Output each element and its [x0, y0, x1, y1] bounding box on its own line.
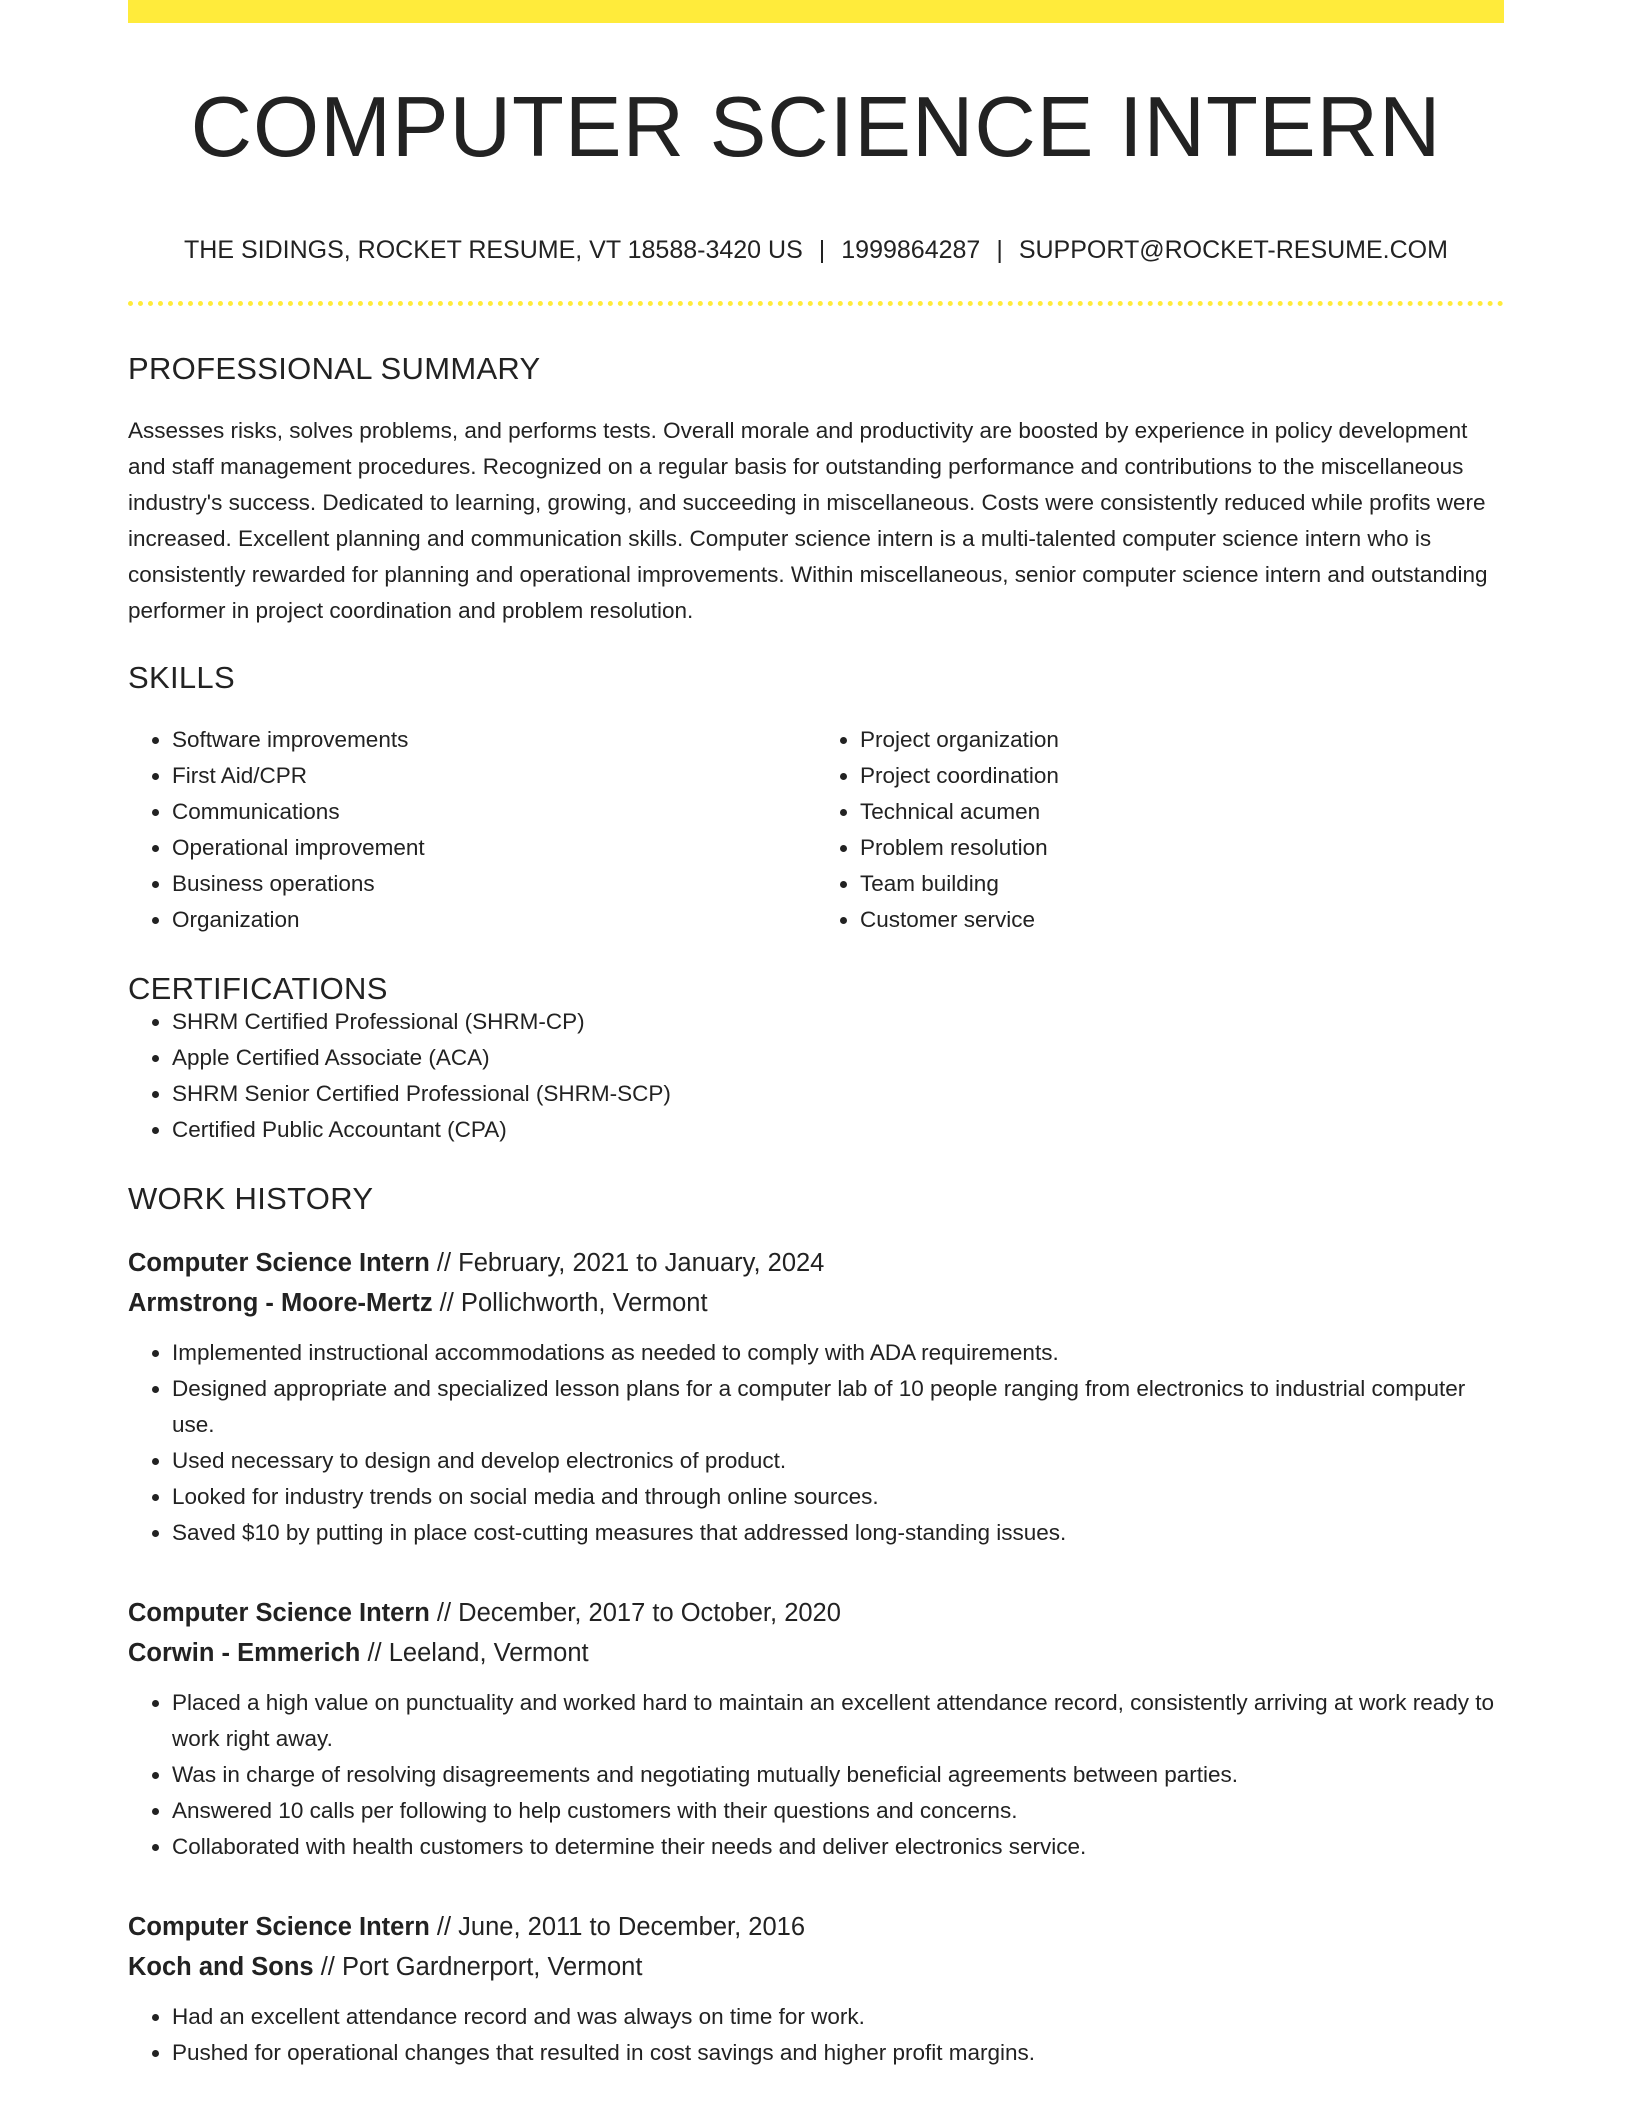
- skill-item: • Organization: [172, 902, 816, 938]
- resume-title: COMPUTER SCIENCE INTERN: [190, 80, 1442, 175]
- summary-text: Assesses risks, solves problems, and performs tests. Overall morale and productivity are boosted by experience in policy development and staff management procedures. Recognized on a regular basis for outstanding performance and contributions to the miscellaneous industry's success. Dedicated to learning, growing, and succeeding in miscellaneous. Costs were consistently reduced while profits were increased. Excellent planning and communication skills. Computer science intern is a multi-talented computer science intern who is consistently rewarded for planning and operational improvements. Within miscellaneous, senior computer science intern and outstanding performer in project coordination and problem resolution.: [128, 418, 1488, 623]
- certifications-heading: CERTIFICATIONS: [128, 971, 388, 1006]
- contact-line: [128, 238, 1504, 263]
- skills-list-left: [128, 722, 816, 938]
- job-company-line: [128, 1947, 1504, 1987]
- job-bullet: • Had an excellent attendance record and was always on time for work.: [172, 1999, 1504, 2035]
- certification-item: • Certified Public Accountant (CPA): [172, 1112, 1504, 1148]
- job-company-line: [128, 1283, 1504, 1323]
- job-bullets: [128, 1335, 1504, 1551]
- job-entry: [128, 1593, 1504, 1865]
- resume-page: [128, 0, 1504, 2112]
- skill-item: • Customer service: [860, 902, 1504, 938]
- skill-item: • Project organization: [860, 722, 1504, 758]
- contact-phone: 1999864287: [841, 236, 981, 264]
- skills-list-right: [816, 722, 1504, 938]
- job-company: Koch and Sons: [128, 1953, 314, 1981]
- job-company: Armstrong - Moore-Mertz: [128, 1289, 433, 1317]
- skill-item: • First Aid/CPR: [172, 758, 816, 794]
- job-bullet: • Looked for industry trends on social media and through online sources.: [172, 1479, 1504, 1515]
- job-bullets: [128, 1685, 1504, 1865]
- certification-item: • Apple Certified Associate (ACA): [172, 1040, 1504, 1076]
- skill-item: • Team building: [860, 866, 1504, 902]
- certification-item: • SHRM Senior Certified Professional (SHRM-SCP): [172, 1076, 1504, 1112]
- job-bullet: • Was in charge of resolving disagreements and negotiating mutually beneficial agreements between parties.: [172, 1757, 1504, 1793]
- job-role: Computer Science Intern: [128, 1599, 430, 1627]
- job-dates: // June, 2011 to December, 2016: [429, 1913, 806, 1941]
- job-role: Computer Science Intern: [128, 1249, 430, 1277]
- dotted-divider: [128, 301, 1504, 306]
- job-bullet: • Implemented instructional accommodations as needed to comply with ADA requirements.: [172, 1335, 1504, 1371]
- job-role: Computer Science Intern: [128, 1913, 430, 1941]
- job-dates: // December, 2017 to October, 2020: [429, 1599, 841, 1627]
- skill-item: • Project coordination: [860, 758, 1504, 794]
- job-company-line: [128, 1633, 1504, 1673]
- job-bullet: • Used necessary to design and develop electronics of product.: [172, 1443, 1504, 1479]
- skill-item: • Software improvements: [172, 722, 816, 758]
- job-location: // Pollichworth, Vermont: [432, 1289, 708, 1317]
- job-bullet: • Pushed for operational changes that resulted in cost savings and higher profit margins.: [172, 2035, 1504, 2071]
- certifications-list: [128, 1004, 1504, 1148]
- job-company: Corwin - Emmerich: [128, 1639, 361, 1667]
- skill-item: • Problem resolution: [860, 830, 1504, 866]
- contact-address: THE SIDINGS, ROCKET RESUME, VT 18588-3420 US: [184, 236, 803, 264]
- skill-item: • Operational improvement: [172, 830, 816, 866]
- accent-bar: [128, 0, 1504, 23]
- contact-email: SUPPORT@ROCKET-RESUME.COM: [1018, 236, 1448, 264]
- skills-grid: [128, 722, 1504, 938]
- job-bullet: • Placed a high value on punctuality and worked hard to maintain an excellent attendance record, consistently arriving at work ready to work right away.: [172, 1685, 1504, 1757]
- summary-heading: PROFESSIONAL SUMMARY: [128, 351, 541, 386]
- job-bullet: • Designed appropriate and specialized lesson plans for a computer lab of 10 people ranging from electronics to industrial computer use.: [172, 1371, 1504, 1443]
- certification-item: • SHRM Certified Professional (SHRM-CP): [172, 1004, 1504, 1040]
- job-bullet: • Collaborated with health customers to determine their needs and deliver electronics service.: [172, 1829, 1504, 1865]
- job-bullet: • Answered 10 calls per following to help customers with their questions and concerns.: [172, 1793, 1504, 1829]
- job-dates: // February, 2021 to January, 2024: [429, 1249, 825, 1277]
- skills-heading: SKILLS: [128, 660, 235, 695]
- job-entry: [128, 1907, 1504, 2071]
- job-entry: [128, 1243, 1504, 1551]
- job-bullet: • Saved $10 by putting in place cost-cutting measures that addressed long-standing issues.: [172, 1515, 1504, 1551]
- job-role-line: [128, 1243, 1504, 1283]
- skill-item: • Business operations: [172, 866, 816, 902]
- contact-separator: |: [996, 236, 1003, 264]
- work-history-heading: WORK HISTORY: [128, 1181, 374, 1216]
- job-role-line: [128, 1593, 1504, 1633]
- skill-item: • Technical acumen: [860, 794, 1504, 830]
- job-location: // Port Gardnerport, Vermont: [313, 1953, 643, 1981]
- job-location: // Leeland, Vermont: [360, 1639, 589, 1667]
- contact-separator: |: [818, 236, 826, 264]
- job-role-line: [128, 1907, 1504, 1947]
- skill-item: • Communications: [172, 794, 816, 830]
- job-bullets: [128, 1999, 1504, 2071]
